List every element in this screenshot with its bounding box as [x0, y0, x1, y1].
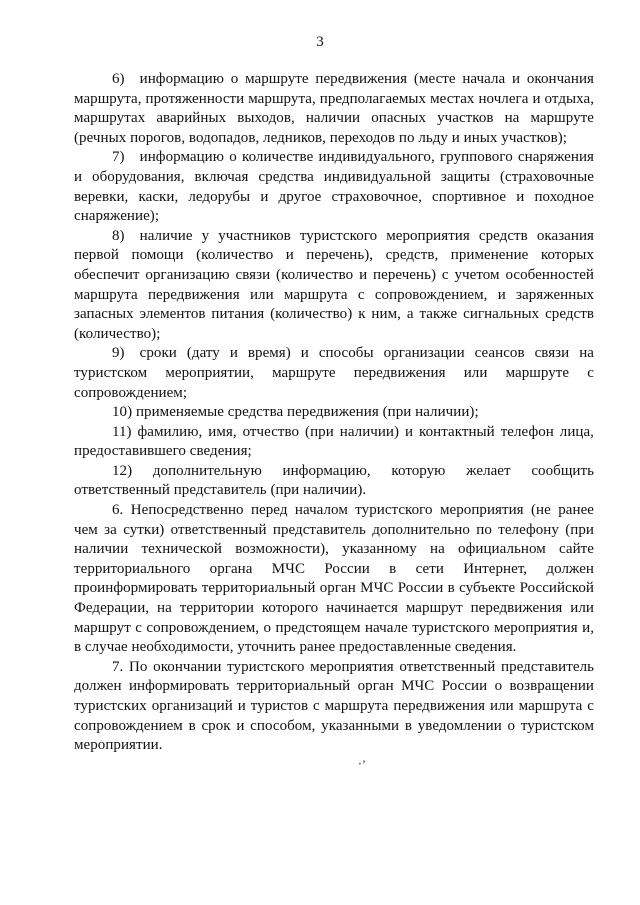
list-item-11: 11) фамилию, имя, отчество (при наличии) и контактный телефон лица, предоставившего сведения; [74, 423, 594, 460]
page-number: 3 [316, 34, 324, 50]
section-7-paragraph: 7. По окончании туристского мероприятия ответственный представитель должен информировать территориальный орган МЧС России о возвращении туристских организаций и туристов с маршрута передвижения или маршрута с сопровождением в срок и способом, указанными в уведомлении о туристском мероприятии. [74, 658, 594, 754]
list-item-7: 7) информацию о количестве индивидуального, группового снаряжения и оборудования, включая средства индивидуальной защиты (страховочные веревки, каски, ледорубы и другое страховочное, спортивное и походное снаряжение); [74, 149, 594, 225]
list-item-10: 10) применяемые средства передвижения (при наличии); [112, 404, 479, 421]
list-item-6: 6) информацию о маршруте передвижения (месте начала и окончания маршрута, протяженности маршрута, предполагаемых местах ночлега и отдыха, маршрутах аварийных выходов, наличии опасных участков на маршруте (речных порогов, водопадов, ледников, переходов по льду и иных участков); [74, 71, 594, 146]
list-item-9: 9) сроки (дату и время) и способы организации сеансов связи на туристском мероприятии, маршруте передвижения или маршруте с сопровождением; [74, 345, 594, 401]
scan-mark: ‧’ [358, 757, 366, 771]
list-item-12: 12) дополнительную информацию, которую желает сообщить ответственный представитель (при наличии). [74, 462, 594, 499]
section-6-paragraph: 6. Непосредственно перед началом туристского мероприятия (не ранее чем за сутки) ответственный представитель дополнительно по телефону (при наличии технической возможности), указанному на официальном сайте территориального органа МЧС России в сети Интернет, должен проинформировать территориальный орган МЧС России в субъекте Российской Федерации, на территории которого начинается маршрут передвижения или маршрут с сопровождением, о предстоящем начале туристского мероприятия и, в случае необходимости, уточнить ранее предоставленные сведения. [74, 502, 594, 656]
document-body [74, 70, 594, 756]
list-item-8: 8) наличие у участников туристского мероприятия средств оказания первой помощи (количество и перечень), средств, применение которых обеспечит организацию связи (количество и перечень) с учетом особенностей маршрута передвижения или маршрута с сопровождением, и заряженных запасных элементов питания (количество) к ним, а также сигнальных средств (количество); [74, 227, 594, 342]
